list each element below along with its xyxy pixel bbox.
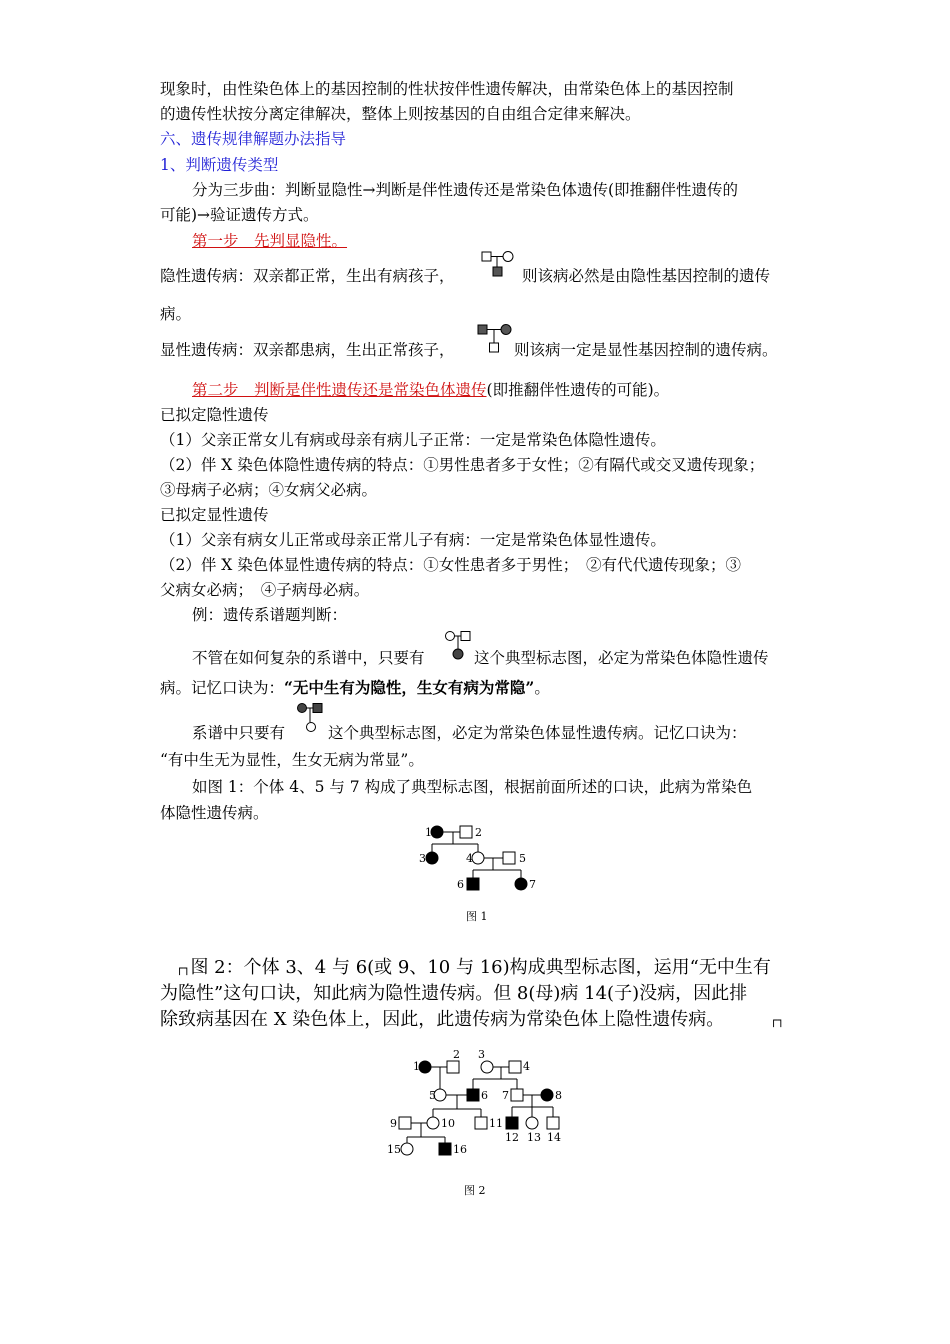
pedigree-label: 2	[453, 1048, 460, 1061]
pedigree-label: 1	[425, 826, 432, 839]
section-heading: 六、遗传规律解题办法指导	[160, 130, 347, 148]
text-line: 已拟定显性遗传	[160, 506, 269, 524]
text-line: 的遗传性状按分离定律解决，整体上则按基因的自由组合定律来解决。	[160, 105, 641, 123]
text-line: 例：遗传系谱题判断：	[192, 606, 348, 624]
pedigree-label: 16	[453, 1143, 467, 1156]
figure-1-pedigree	[415, 820, 540, 900]
text-line: （1）父亲正常女儿有病或母亲有病儿子正常：一定是常染色体隐性遗传。	[160, 431, 666, 449]
text-line: 病。	[160, 305, 192, 323]
pedigree-label: 11	[489, 1117, 503, 1130]
text-line: 显性遗传病：双亲都患病，生出正常孩子，	[160, 341, 455, 359]
text-line: 除致病基因在 X 染色体上，因此，此遗传病为常染色体上隐性遗传病。	[160, 1009, 725, 1030]
text-line: （1）父亲有病女儿正常或母亲正常儿子有病：一定是常染色体显性遗传。	[160, 531, 666, 549]
step-two-line	[192, 380, 669, 400]
pedigree-label: 4	[523, 1060, 530, 1073]
text-line	[176, 955, 771, 981]
dominant-pedigree-icon	[476, 323, 516, 357]
recessive-pedigree-icon	[480, 250, 520, 280]
text-line: 现象时，由性染色体上的基因控制的性状按伴性遗传解决，由常染色体上的基因控制	[160, 80, 734, 98]
text-line: 这个典型标志图，必定为常染色体隐性遗传	[474, 649, 769, 667]
pedigree-label: 1	[413, 1060, 420, 1073]
bracket-mark: ┌┐	[176, 961, 191, 975]
pedigree-label: 7	[529, 878, 536, 891]
text-line: （2）伴 X 染色体隐性遗传病的特点：①男性患者多于女性；②有隔代或交叉遗传现象；	[160, 456, 765, 474]
step-one-heading: 第一步 先判显隐性。	[192, 232, 348, 250]
pedigree-label: 14	[547, 1131, 561, 1144]
text-line: 可能)→验证遗传方式。	[160, 206, 319, 224]
text-line: 隐性遗传病：双亲都正常，生出有病孩子，	[160, 267, 455, 285]
pedigree-label: 13	[527, 1131, 541, 1144]
text-line: 系谱中只要有	[192, 724, 286, 742]
pedigree-label: 3	[478, 1048, 485, 1061]
step-two-note: (即推翻伴性遗传的可能)。	[486, 381, 670, 399]
step-two-heading: 第二步 判断是伴性遗传还是常染色体遗传	[192, 381, 487, 399]
dominant-marker-icon	[296, 702, 326, 736]
bracket-mark: ┌┐	[770, 1013, 785, 1027]
pedigree-label: 3	[419, 852, 426, 865]
text-line: （2）伴 X 染色体显性遗传病的特点：①女性患者多于男性； ②有代代遗传现象；③	[160, 556, 742, 574]
figure-2-pedigree	[385, 1045, 570, 1165]
figure-2-caption: 图 2	[464, 1184, 486, 1197]
pedigree-label: 2	[475, 826, 482, 839]
text-line	[160, 678, 550, 698]
text-line: 则该病一定是显性基因控制的遗传病。	[514, 341, 778, 359]
text-span: 图 2：个体 3、4 与 6(或 9、10 与 16)构成典型标志图，运用“无中生有	[190, 957, 771, 978]
mnemonic-recessive: “无中生有为隐性，生女有病为常隐”	[284, 678, 535, 697]
pedigree-label: 8	[555, 1089, 562, 1102]
pedigree-label: 9	[390, 1117, 397, 1130]
text-line: 不管在如何复杂的系谱中，只要有	[192, 649, 425, 667]
pedigree-label: 15	[387, 1143, 401, 1156]
text-span: 病。记忆口诀为：	[160, 679, 285, 697]
text-line: 则该病必然是由隐性基因控制的遗传	[522, 267, 771, 285]
text-line: ③母病子必病；④女病父必病。	[160, 481, 378, 499]
pedigree-label: 10	[441, 1117, 455, 1130]
figure-1-caption: 图 1	[466, 910, 488, 923]
text-line: 体隐性遗传病。	[160, 804, 269, 822]
text-line: 父病女必病； ④子病母必病。	[160, 581, 370, 599]
text-span: 。	[534, 679, 550, 697]
text-line: “有中生无为显性，生女无病为常显”。	[160, 751, 424, 769]
text-line: 已拟定隐性遗传	[160, 406, 269, 424]
text-line: 如图 1：个体 4、5 与 7 构成了典型标志图，根据前面所述的口诀，此病为常染色	[192, 778, 753, 796]
pedigree-label: 12	[505, 1131, 519, 1144]
text-line: 为隐性”这句口诀，知此病为隐性遗传病。但 8(母)病 14(子)没病，因此排	[160, 983, 748, 1004]
pedigree-label: 6	[457, 878, 464, 891]
text-line: 分为三步曲：判断显隐性→判断是伴性遗传还是常染色体遗传(即推翻伴性遗传的	[192, 181, 739, 199]
recessive-marker-icon	[444, 630, 474, 662]
pedigree-label: 6	[481, 1089, 488, 1102]
subsection-heading: 1、判断遗传类型	[160, 156, 279, 174]
text-line: 这个典型标志图，必定为常染色体显性遗传病。记忆口诀为：	[328, 724, 747, 742]
pedigree-label: 5	[429, 1089, 436, 1102]
pedigree-label: 4	[466, 852, 473, 865]
pedigree-label: 7	[502, 1089, 509, 1102]
pedigree-label: 5	[519, 852, 526, 865]
